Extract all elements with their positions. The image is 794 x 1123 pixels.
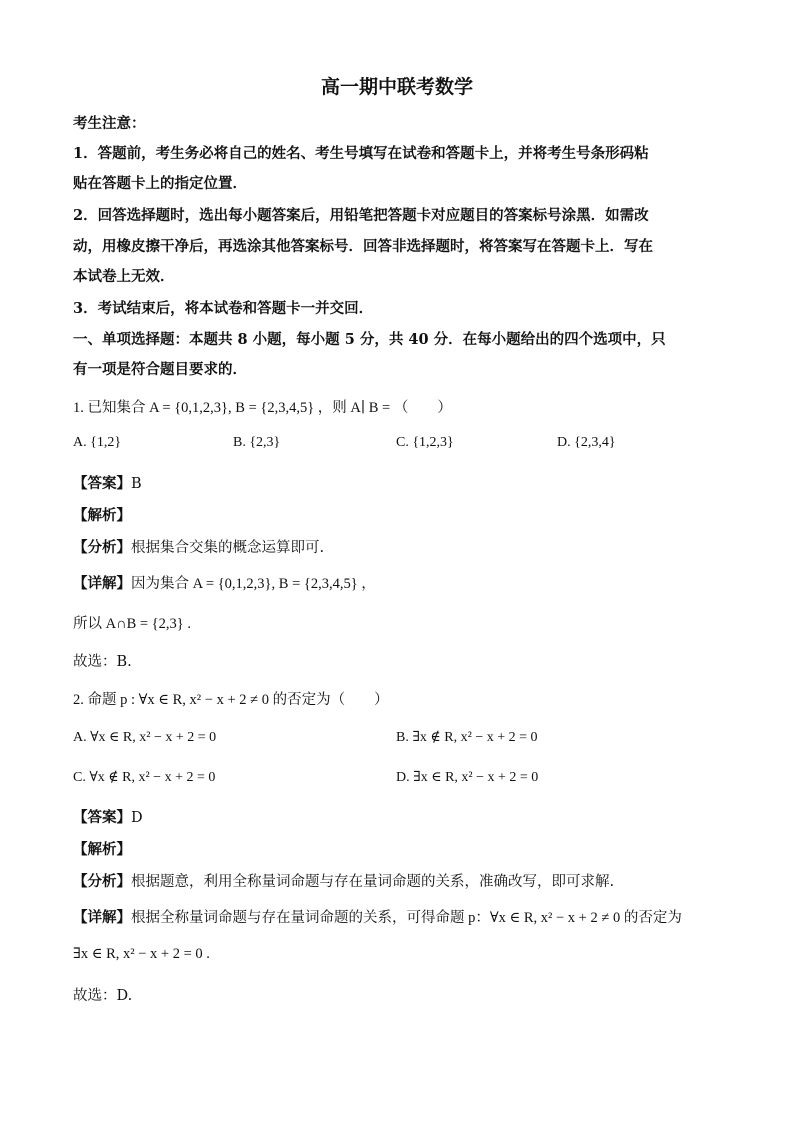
answer-value: B xyxy=(131,476,142,492)
q2-fenxi xyxy=(73,870,614,891)
notice-line: 1．答题前，考生务必将自己的姓名、考生号填写在试卷和答题卡上，并将考生号条形码粘 xyxy=(73,145,649,162)
question-1-stem: 1. 已知集合 A = {0,1,2,3}, B = {2,3,4,5} ，则 A∣ B = （ ） xyxy=(73,400,452,416)
notice-line: 动，用橡皮擦干净后，再选涂其他答案标号．回答非选择题时，将答案写在答题卡上．写在 xyxy=(73,238,653,255)
q1-option-a: A. {1,2} xyxy=(73,435,122,450)
fenxi-tag: 【分析】 xyxy=(73,873,131,890)
q2-detail-2: ∃x ∈ R, x² − x + 2 = 0 . xyxy=(73,946,210,962)
q1-choose: 故选：B. xyxy=(73,654,132,670)
q1-analysis-tag: 【解析】 xyxy=(73,507,131,524)
fenxi-text: 根据集合交集的概念运算即可. xyxy=(131,540,325,556)
answer-value: D xyxy=(131,810,143,826)
fenxi-text: 根据题意，利用全称量词命题与存在量词命题的关系，准确改写，即可求解. xyxy=(131,874,615,890)
q1-fenxi xyxy=(73,536,324,557)
q1-answer xyxy=(73,472,142,493)
question-2-stem: 2. 命题 p : ∀x ∈ R, x² − x + 2 ≠ 0 的否定为（ ） xyxy=(73,692,389,708)
q1-option-d: D. {2,3,4} xyxy=(557,435,616,450)
detail-tag: 【详解】 xyxy=(73,576,131,592)
notice-line: 3．考试结束后，将本试卷和答题卡一并交回． xyxy=(73,300,374,317)
detail-text: 因为集合 A = {0,1,2,3}, B = {2,3,4,5} ， xyxy=(131,576,376,592)
detail-text: 根据全称量词命题与存在量词命题的关系，可得命题 p：∀x ∈ R, x² − x + 2 ≠ 0 的否定为 xyxy=(131,910,682,926)
section-heading: 一、单项选择题：本题共 8 小题，每小题 5 分，共 40 分．在每小题给出的四个选项中，只 xyxy=(73,331,666,348)
q1-option-b: B. {2,3} xyxy=(233,435,281,450)
detail-tag: 【详解】 xyxy=(73,910,131,926)
q1-option-c: C. {1,2,3} xyxy=(396,435,454,450)
q1-detail xyxy=(73,572,376,593)
answer-tag: 【答案】 xyxy=(73,809,131,826)
q2-choose: 故选：D. xyxy=(73,988,133,1004)
notice-heading: 考生注意： xyxy=(73,115,146,132)
q2-detail xyxy=(73,906,682,927)
notice-line: 本试卷上无效． xyxy=(73,268,175,285)
notice-line: 2．回答选择题时，选出每小题答案后，用铅笔把答题卡对应题目的答案标号涂黑．如需改 xyxy=(73,207,649,224)
section-heading-cont: 有一项是符合题目要求的． xyxy=(73,361,247,378)
q2-option-c: C. ∀x ∉ R, x² − x + 2 = 0 xyxy=(73,770,216,785)
q2-analysis-tag: 【解析】 xyxy=(73,841,131,858)
q2-option-d: D. ∃x ∈ R, x² − x + 2 = 0 xyxy=(396,770,539,785)
q2-answer xyxy=(73,806,143,827)
q1-detail-2: 所以 A∩B = {2,3} . xyxy=(73,616,191,632)
notice-line: 贴在答题卡上的指定位置． xyxy=(73,175,247,192)
answer-tag: 【答案】 xyxy=(73,475,131,492)
page-title: 高一期中联考数学 xyxy=(320,76,473,98)
q2-option-b: B. ∃x ∉ R, x² − x + 2 = 0 xyxy=(396,730,538,745)
fenxi-tag: 【分析】 xyxy=(73,539,131,556)
q2-option-a: A. ∀x ∈ R, x² − x + 2 = 0 xyxy=(73,730,217,745)
